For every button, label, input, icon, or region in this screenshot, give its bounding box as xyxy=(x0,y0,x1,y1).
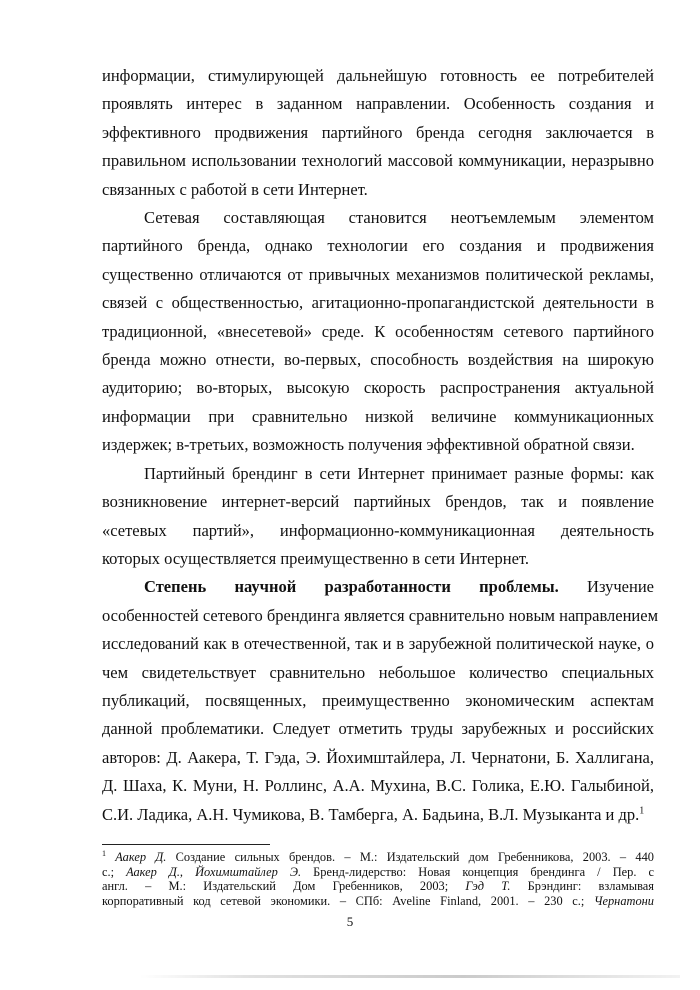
text-line: чем свидетельствует сравнительно небольшое количество специальных xyxy=(102,662,654,682)
body-text xyxy=(102,62,659,829)
text-line: эффективного продвижения партийного бренда сегодня заключается в xyxy=(102,122,654,142)
text-line: публикаций, посвященных, преимущественно экономическим аспектам xyxy=(102,690,654,710)
text-line: связанных с работой в сети Интернет. xyxy=(102,179,368,199)
footnote-text: с.; xyxy=(102,864,127,879)
text-line-content: С.И. Ладика, А.Н. Чумикова, В. Тамберга, А. Бадьина, В.Л. Музыканта и др. xyxy=(102,804,640,824)
text-line: Д. Шаха, К. Муни, Н. Роллинс, А.А. Мухина, В.С. Голика, Е.Ю. Галыбиной, xyxy=(102,776,654,796)
text-line: информации, стимулирующей дальнейшую готовность ее потребителей xyxy=(102,66,654,85)
footnote-author: Чернатони xyxy=(593,893,654,908)
text-line: данной проблематики. Следует отметить труды зарубежных и российских xyxy=(102,719,654,739)
footnote-line xyxy=(102,894,654,909)
footnote-block xyxy=(102,850,654,908)
paragraph-2 xyxy=(102,204,654,460)
text-line: правильном использовании технологий массовой коммуникации, неразрывно xyxy=(102,151,654,171)
section-heading: Степень научной разработанности проблемы. xyxy=(144,577,559,597)
footnote-text: корпоративный код сетевой экономики. – СПб: Aveline Finland, 2001. – 230 с.; xyxy=(102,893,594,908)
text-line: авторов: Д. Аакера, Т. Гэда, Э. Йохимштайлера, Л. Чернатони, Б. Халлигана, xyxy=(102,747,654,767)
text-line: традиционной, «внесетевой» среде. К особенностям сетевого партийного xyxy=(102,321,654,341)
text-line: особенностей сетевого брендинга является сравнительно новым направлением xyxy=(102,605,659,625)
footnote-author: Гэд Т. xyxy=(465,879,511,894)
footnote-text: Создание сильных брендов. – М.: Издательский дом Гребенникова, 2003. – 440 xyxy=(166,850,654,864)
footnote-reference[interactable]: 1 xyxy=(639,805,645,817)
text-line: исследований как в отечественной, так и в зарубежной политической науке, о xyxy=(102,634,654,654)
footnote-marker: 1 xyxy=(102,848,106,858)
text-line xyxy=(102,801,654,829)
paragraph-4 xyxy=(102,573,659,829)
footnote-line xyxy=(102,865,654,880)
footnote-line xyxy=(102,850,654,865)
text-line: «сетевых партий», информационно-коммуникационная деятельность xyxy=(102,520,654,540)
footnote-line xyxy=(102,879,654,894)
footnote-author: Аакер Д. xyxy=(115,850,167,864)
footnote-text: Брэндинг: взламывая xyxy=(510,879,654,894)
paragraph-1 xyxy=(102,62,654,204)
text-line: проявлять интерес в заданном направлении. Особенность создания и xyxy=(102,94,654,114)
text-line: Партийный брендинг в сети Интернет принимает разные формы: как xyxy=(144,463,654,483)
text-line xyxy=(102,573,654,601)
text-line: партийного бренда, однако технологии его создания и продвижения xyxy=(102,236,654,256)
page-number: 5 xyxy=(346,914,354,929)
paragraph-3 xyxy=(102,460,654,574)
text-line: информации при сравнительно низкой величине коммуникационных xyxy=(102,406,654,426)
footnote-text: Бренд-лидерство: Новая концепция брендинга / Пер. с xyxy=(301,864,654,879)
text-line: аудиторию; во-вторых, высокую скорость распространения актуальной xyxy=(102,378,654,398)
text-line: которых осуществляется преимущественно в сети Интернет. xyxy=(102,548,529,568)
footnote-text: англ. – М.: Издательский Дом Гребенников, 2003; xyxy=(102,879,466,894)
scan-artifact xyxy=(140,975,680,978)
heading-line-rest: Изучение xyxy=(587,577,654,597)
text-line: связей с общественностью, агитационно-пропагандистской деятельности в xyxy=(102,293,654,313)
text-line: возникновение интернет-версий партийных брендов, так и появление xyxy=(102,492,654,512)
footnote-separator xyxy=(102,844,270,845)
text-line: издержек; в-третьих, возможность получения эффективной обратной связи. xyxy=(102,435,635,455)
text-line: Сетевая составляющая становится неотъемлемым элементом xyxy=(144,208,654,228)
footnote-author: Аакер Д., Йохимштайлер Э. xyxy=(126,864,302,879)
text-line: существенно отличаются от привычных механизмов политической рекламы, xyxy=(102,264,654,284)
text-line: бренда можно отнести, во-первых, способность воздействия на широкую xyxy=(102,350,654,370)
